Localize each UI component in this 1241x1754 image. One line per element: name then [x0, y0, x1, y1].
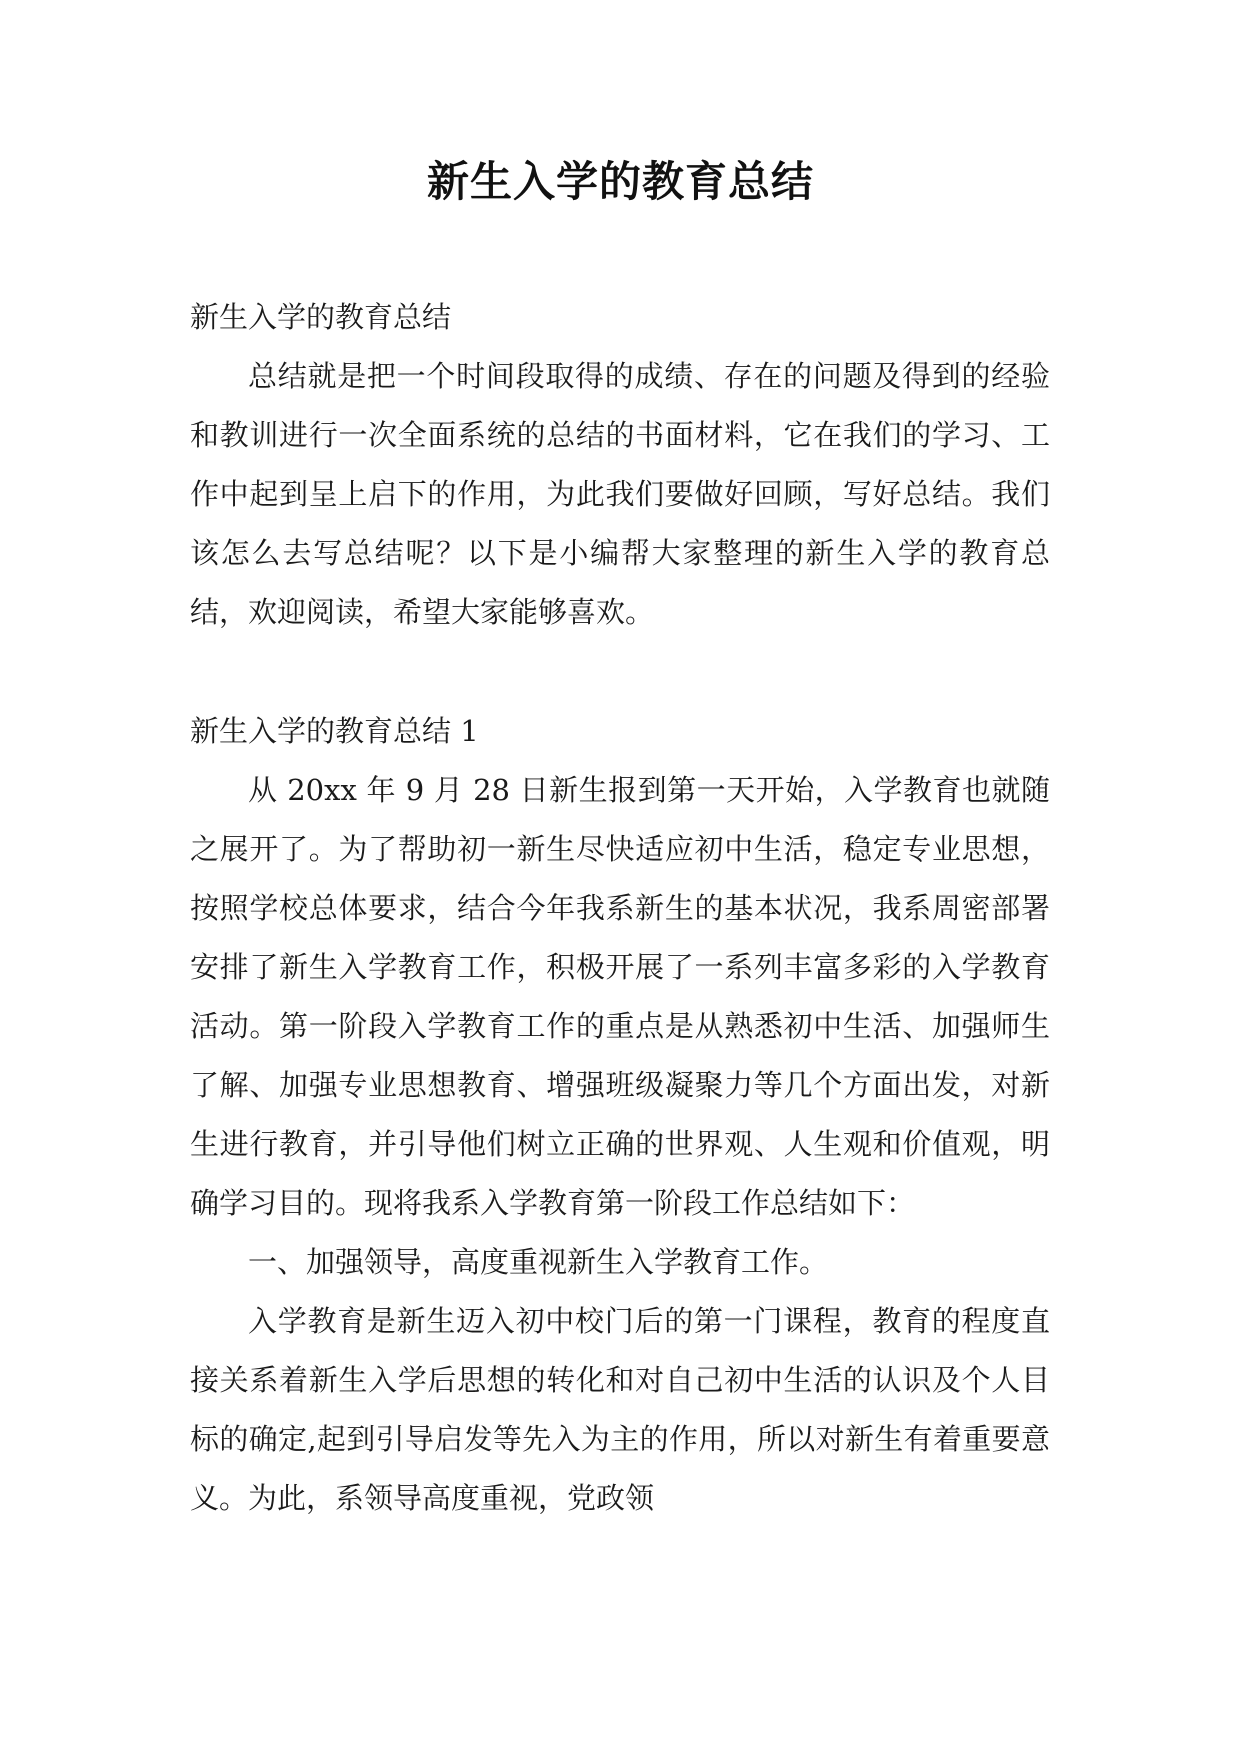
- body-paragraph-3: 入学教育是新生迈入初中校门后的第一门课程，教育的程度直接关系着新生入学后思想的转化和对自己初中生活的认识及个人目标的确定,起到引导启发等先入为主的作用，所以对新生有着重要意义。为此，系领导高度重视，党政领: [190, 1304, 1050, 1515]
- intro-paragraph: 总结就是把一个时间段取得的成绩、存在的问题及得到的经验和教训进行一次全面系统的总结的书面材料，它在我们的学习、工作中起到呈上启下的作用，为此我们要做好回顾，写好总结。我们该怎么去写总结呢？以下是小编帮大家整理的新生入学的教育总结，欢迎阅读，希望大家能够喜欢。: [190, 359, 1050, 629]
- body-paragraph-2: 一、加强领导，高度重视新生入学教育工作。: [248, 1245, 829, 1279]
- section-spacer: [190, 642, 1050, 702]
- intro-heading: 新生入学的教育总结: [190, 300, 452, 334]
- body-paragraph-1: 从 20xx 年 9 月 28 日新生报到第一天开始，入学教育也就随之展开了。为了帮助初一新生尽快适应初中生活，稳定专业思想，按照学校总体要求，结合今年我系新生的基本状况，我系周密部署安排了新生入学教育工作，积极开展了一系列丰富多彩的入学教育活动。第一阶段入学教育工作的重点是从熟悉初中生活、加强师生了解、加强专业思想教育、增强班级凝聚力等几个方面出发，对新生进行教育，并引导他们树立正确的世界观、人生观和价值观，明确学习目的。现将我系入学教育第一阶段工作总结如下：: [190, 773, 1050, 1220]
- document-body: [190, 288, 1050, 1528]
- document-title: 新生入学的教育总结: [426, 157, 814, 206]
- section-heading: 新生入学的教育总结 1: [190, 714, 479, 748]
